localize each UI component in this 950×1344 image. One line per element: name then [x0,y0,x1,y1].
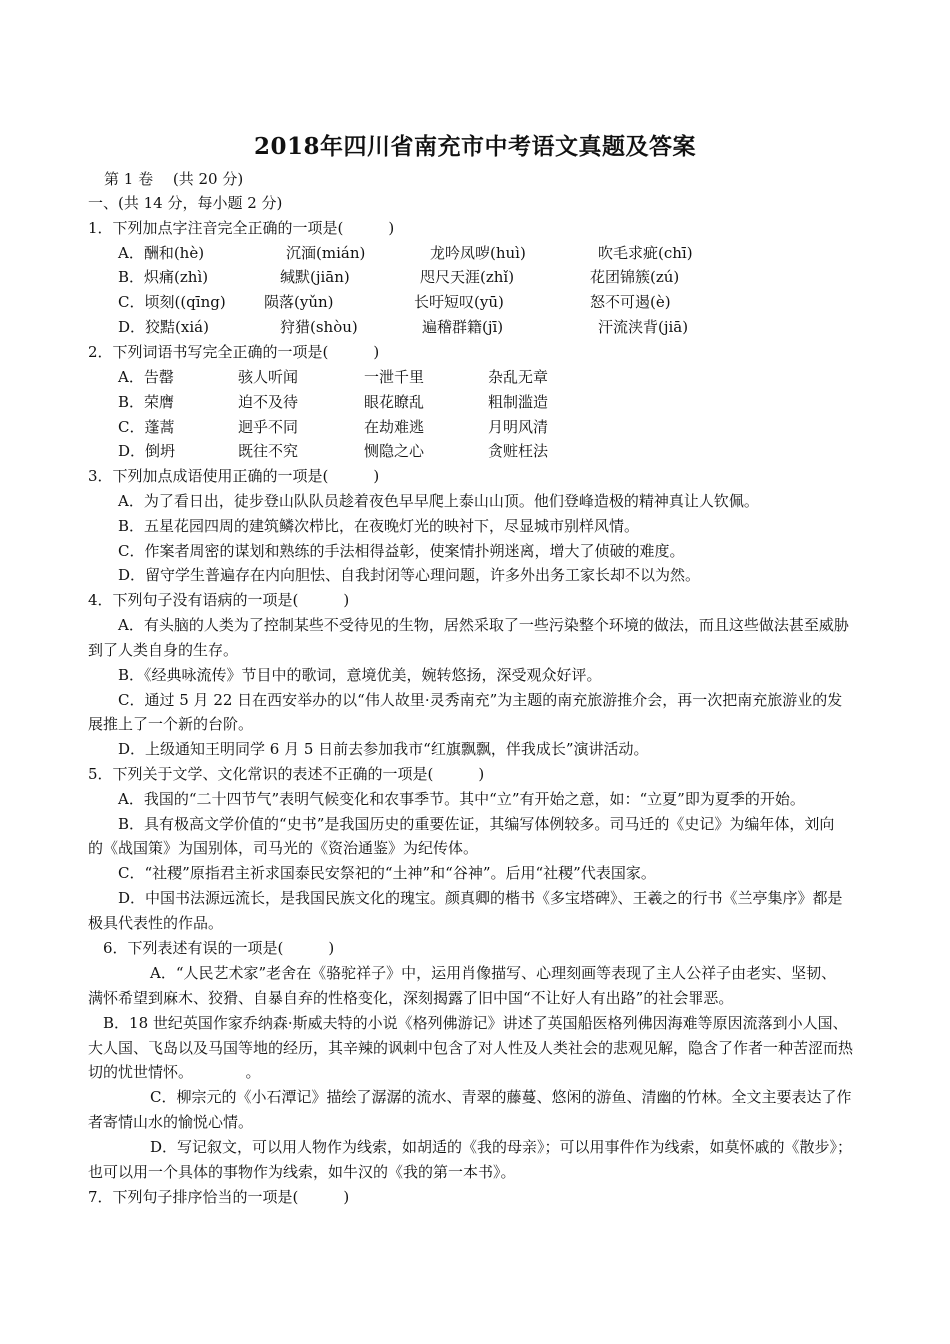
question-6-option-b-cont: 切的忧世情怀。 。 [88,1063,261,1081]
question-5-stem: 5．下列关于文学、文化常识的表述不正确的一项是( ) [88,765,485,783]
question-1-option-row [118,266,918,288]
question-2-option-row [118,440,718,462]
option-cell: 怒不可遏(è) [590,293,671,311]
option-cell: B．荣膺 [118,393,175,411]
option-cell: 恻隐之心 [364,442,425,460]
option-cell: D．倒坍 [118,442,176,460]
question-4-option-c: C．通过 5 月 22 日在西安举办的以“伟人故里·灵秀南充”为主题的南充旅游推介会，再一次把南充旅游业的发 [118,691,843,709]
question-6-stem: 6．下列表述有误的一项是( ) [103,939,335,957]
question-1-stem: 1．下列加点字注音完全正确的一项是( ) [88,219,395,237]
option-cell: 眼花瞭乱 [364,393,425,411]
volume-heading: 第 1 卷 (共 20 分) [104,170,244,188]
option-cell: 咫尺天涯(zhǐ) [420,268,515,286]
option-cell: 花团锦簇(zú) [590,268,680,286]
question-3-option-b: B．五星花园四周的建筑鳞次栉比，在夜晚灯光的映衬下，尽显城市别样风情。 [118,517,640,535]
section-heading: 一、(共 14 分，每小题 2 分) [88,194,283,212]
question-6-option-b: B．18 世纪英国作家乔纳森·斯威夫特的小说《格列佛游记》讲述了英国船医格列佛因海难等原因流落到小人国、 [103,1014,848,1032]
question-4-option-b: B．《经典咏流传》节目中的歌词，意境优美，婉转悠扬，深受观众好评。 [118,666,602,684]
question-5-option-d-cont: 极具代表性的作品。 [88,914,224,932]
option-cell: 粗制滥造 [488,393,549,411]
option-cell: 吹毛求疵(chī) [598,244,693,262]
option-cell: 遍稽群籍(jī) [422,318,504,336]
question-1-option-row [118,242,918,264]
question-1-option-row [118,316,918,338]
question-4-option-c-cont: 展推上了一个新的台阶。 [88,715,254,733]
question-5-option-d: D．中国书法源远流长，是我国民族文化的瑰宝。颜真卿的楷书《多宝塔碑》、王羲之的行书《兰亭集序》都是 [118,889,843,907]
option-cell: 沉湎(mián) [286,244,366,262]
question-6-option-b-cont: 大人国、飞岛以及马国等地的经历，其辛辣的讽刺中包含了对人性及人类社会的悲观见解，隐含了作者一种苦涩而热 [88,1039,854,1057]
option-cell: 龙吟凤哕(huì) [430,244,526,262]
question-2-option-row [118,366,718,388]
option-cell: 贪赃枉法 [488,442,549,460]
question-5-option-b: B．具有极高文学价值的“史书”是我国历史的重要佐证，其编写体例较多。司马迁的《史记》为编年体，刘向 [118,815,835,833]
question-5-option-b-cont: 的《战国策》为国别体，司马光的《资治通鉴》为纪传体。 [88,839,479,857]
option-cell: 陨落(yǔn) [264,293,334,311]
question-4-stem: 4．下列句子没有语病的一项是( ) [88,591,350,609]
option-cell: 既往不究 [238,442,299,460]
option-cell: 狩猎(shòu) [280,318,358,336]
question-2-stem: 2．下列词语书写完全正确的一项是( ) [88,343,380,361]
question-6-option-d: D．写记叙文，可以用人物作为线索，如胡适的《我的母亲》；可以用事件作为线索，如莫怀戚的《散步》； [150,1138,853,1156]
option-cell: B．炽痛(zhì) [118,268,209,286]
option-cell: 汗流浃背(jiā) [598,318,689,336]
option-cell: C．蓬蒿 [118,418,175,436]
question-3-option-c: C．作案者周密的谋划和熟练的手法相得益彰，使案情扑朔迷离，增大了侦破的难度。 [118,542,685,560]
option-cell: 迫不及待 [238,393,299,411]
option-cell: D．狡黠(xiá) [118,318,209,336]
option-cell: 缄默(jiān) [280,268,350,286]
option-cell: 在劫难逃 [364,418,425,436]
option-cell: A．告罄 [118,368,174,386]
page-title: 2018年四川省南充市中考语文真题及答案 [253,133,696,160]
question-5-option-c: C．“社稷”原指君主祈求国泰民安祭祀的“土神”和“谷神”。后用“社稷”代表国家。 [118,864,656,882]
question-6-option-a: A．“人民艺术家”老舍在《骆驼祥子》中，运用肖像描写、心理刻画等表现了主人公祥子由老实、坚韧、 [150,964,837,982]
question-1-option-row [118,291,918,313]
question-6-option-d-cont: 也可以用一个具体的事物作为线索，如牛汉的《我的第一本书》。 [88,1163,516,1181]
question-7-stem: 7．下列句子排序恰当的一项是( ) [88,1188,350,1206]
option-cell: 长吁短叹(yū) [414,293,504,311]
question-3-stem: 3．下列加点成语使用正确的一项是( ) [88,467,380,485]
question-4-option-a-cont: 到了人类自身的生存。 [88,641,239,659]
option-cell: A．酬和(hè) [118,244,205,262]
question-2-option-row [118,416,718,438]
option-cell: 月明风清 [488,418,549,436]
question-6-option-c: C．柳宗元的《小石潭记》描绘了潺潺的流水、青翠的藤蔓、悠闲的游鱼、清幽的竹林。全文主要表达了作 [150,1088,852,1106]
question-5-option-a: A．我国的“二十四节气”表明气候变化和农事季节。其中“立”有开始之意，如：“立夏”即为夏季的开始。 [118,790,805,808]
option-cell: 迥乎不同 [238,418,299,436]
question-4-option-d: D．上级通知王明同学 6 月 5 日前去参加我市“红旗飘飘，伴我成长”演讲活动。 [118,740,649,758]
option-cell: C．顷刻((qīng) [118,293,226,311]
option-cell: 骇人听闻 [238,368,299,386]
question-6-option-c-cont: 者寄情山水的愉悦心情。 [88,1113,254,1131]
question-3-option-d: D．留守学生普遍存在内向胆怯、自我封闭等心理问题，许多外出务工家长却不以为然。 [118,566,701,584]
option-cell: 杂乱无章 [488,368,549,386]
question-2-option-row [118,391,718,413]
question-4-option-a: A．有头脑的人类为了控制某些不受待见的生物，居然采取了一些污染整个环境的做法，而且这些做法甚至威胁 [118,616,849,634]
question-6-option-a-cont: 满怀希望到麻木、狡猾、自暴自弃的性格变化，深刻揭露了旧中国“不让好人有出路”的社会罪恶。 [88,989,734,1007]
option-cell: 一泄千里 [364,368,425,386]
question-3-option-a: A．为了看日出，徒步登山队队员趁着夜色早早爬上泰山山顶。他们登峰造极的精神真让人钦佩。 [118,492,759,510]
